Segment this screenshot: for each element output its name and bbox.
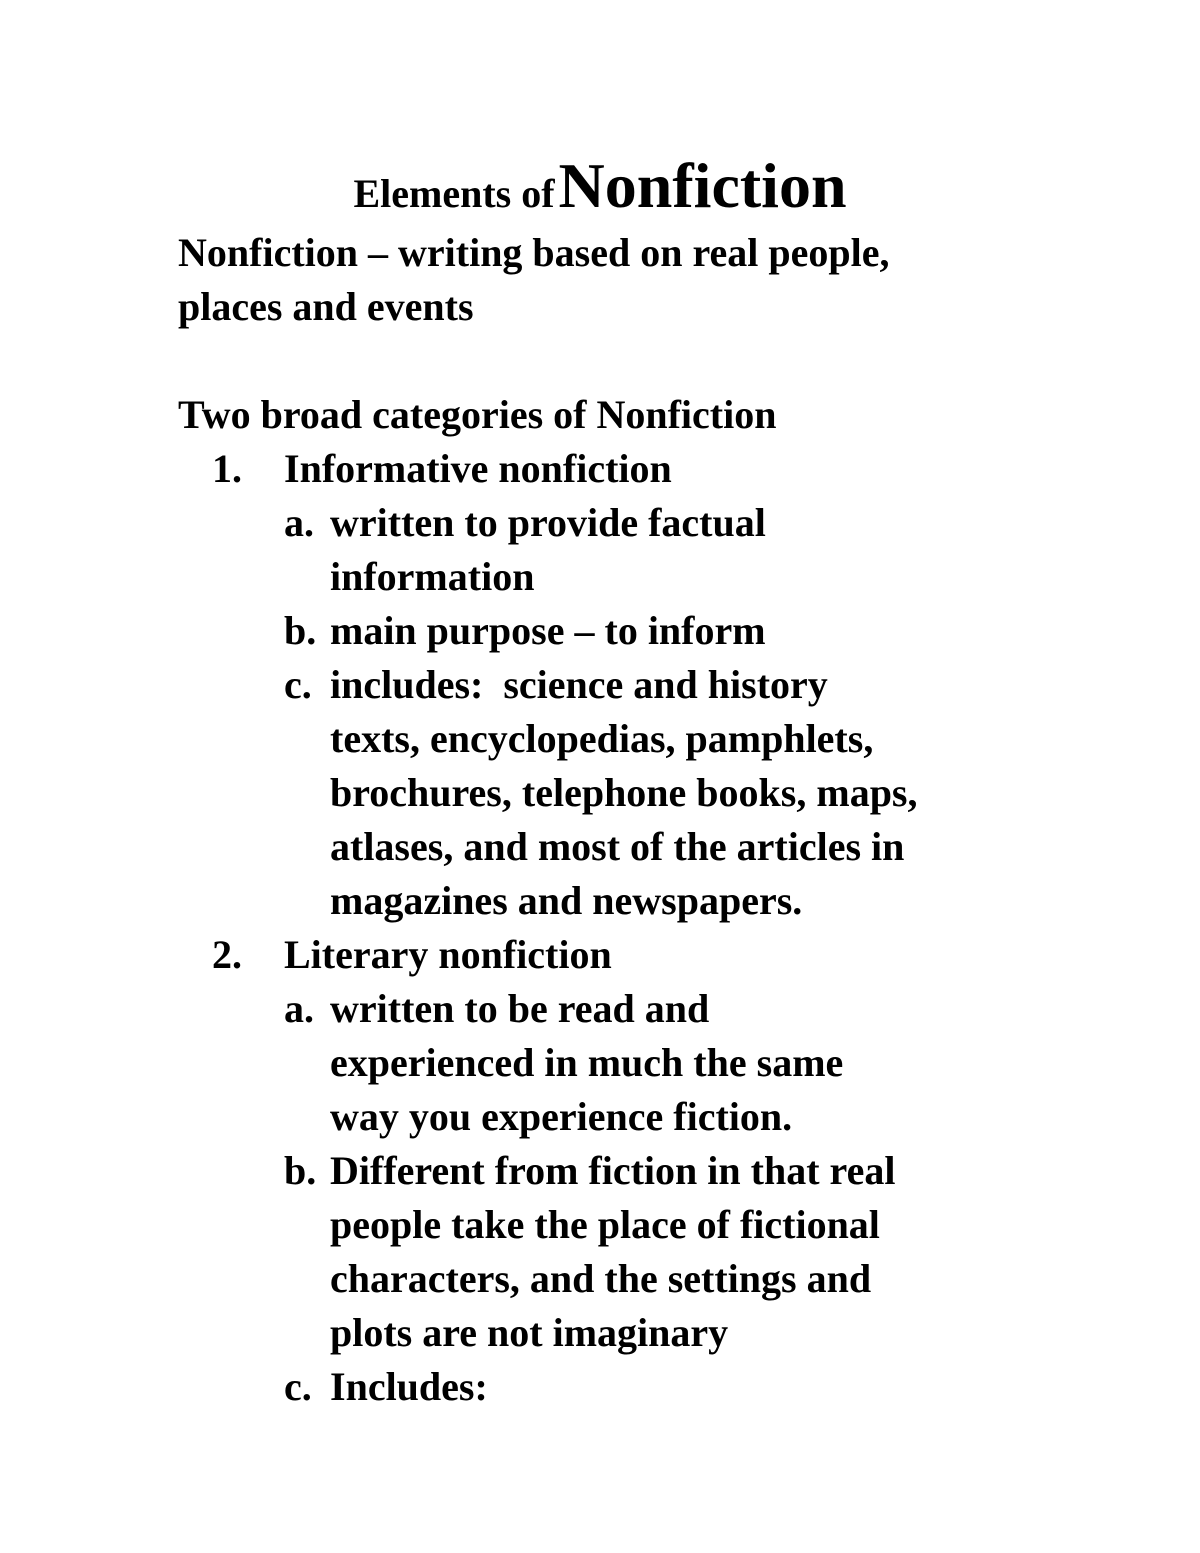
title-prefix: Elements of — [353, 171, 555, 216]
item-line: characters, and the settings and — [330, 1256, 872, 1301]
item-marker: a. — [284, 500, 314, 545]
category-number: 2. — [212, 932, 242, 977]
item-line: texts, encyclopedias, pamphlets, — [330, 716, 874, 761]
item-line: people take the place of fictional — [330, 1202, 880, 1247]
definition-line: Nonfiction – writing based on real people, — [178, 230, 890, 275]
item-line: brochures, telephone books, maps, — [330, 770, 918, 815]
item-marker: a. — [284, 986, 314, 1031]
category-label: Literary nonfiction — [284, 932, 612, 977]
item-line: plots are not imaginary — [330, 1310, 729, 1355]
item-marker: c. — [284, 662, 312, 707]
item-line: written to provide factual — [330, 500, 766, 545]
categories-heading: Two broad categories of Nonfiction — [178, 392, 777, 437]
item-line: magazines and newspapers. — [330, 878, 803, 923]
item-marker: b. — [284, 1148, 317, 1193]
item-line: information — [330, 554, 535, 599]
item-line: Includes: — [330, 1364, 488, 1409]
item-line: atlases, and most of the articles in — [330, 824, 905, 869]
title-emphasis: Nonfiction — [558, 150, 847, 221]
item-line: Different from fiction in that real — [330, 1148, 896, 1193]
category-number: 1. — [212, 446, 242, 491]
item-marker: c. — [284, 1364, 312, 1409]
item-line: written to be read and — [330, 986, 710, 1031]
definition-line: places and events — [178, 284, 474, 329]
item-line: experienced in much the same — [330, 1040, 844, 1085]
item-marker: b. — [284, 608, 317, 653]
item-line: includes: science and history — [330, 662, 828, 707]
item-line: main purpose – to inform — [330, 608, 766, 653]
item-line: way you experience fiction. — [330, 1094, 793, 1139]
category-label: Informative nonfiction — [284, 446, 672, 491]
